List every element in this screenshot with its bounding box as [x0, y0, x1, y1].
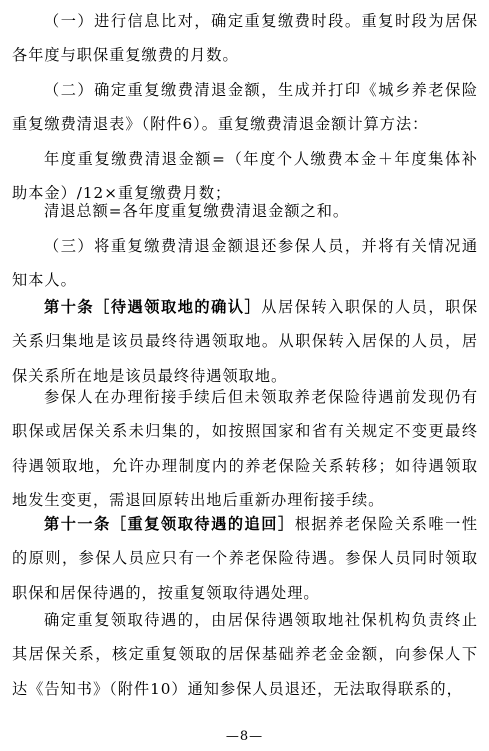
article-10-text: 从居保转入职保的人员，职保关系归集地是该员最终待遇领取地。从职保转入居保的人员，居保关系所在地是该员最终待遇领取地。 — [12, 298, 479, 385]
article-10 — [12, 290, 478, 393]
paragraph-7 — [12, 380, 478, 518]
paragraph-text: （二）确定重复缴费清退金额，生成并打印《城乡养老保险重复缴费清退表》（附件6）。重复缴费清退金额计算方法： — [12, 81, 478, 134]
article-10-heading: 第十条［待遇领取地的确认］ — [44, 298, 262, 316]
paragraph-5 — [12, 229, 478, 298]
article-11 — [12, 507, 478, 610]
paragraph-1 — [12, 4, 478, 73]
paragraph-text: 参保人在办理衔接手续后但未领取养老保险待遇前发现仍有职保或居保关系未归集的，如按照国家和省有关规定不变更最终待遇领取地，允许办理制度内的养老保险关系转移；如待遇领取地发生变更，需退回原转出地后重新办理衔接手续。 — [12, 388, 478, 510]
paragraph-4-formula — [12, 194, 478, 228]
paragraph-text: （三）将重复缴费清退金额退还参保人员，并将有关情况通知本人。 — [12, 237, 478, 290]
article-11-heading: 第十一条［重复领取待遇的追回］ — [44, 515, 295, 533]
paragraph-text: 清退总额=各年度重复缴费清退金额之和。 — [44, 202, 350, 220]
paragraph-text: 确定重复领取待遇的，由居保待遇领取地社保机构负责终止其居保关系，核定重复领取的居保基础养老金金额，向参保人下达《告知书》（附件10）通知参保人员退还，无法取得联系的， — [12, 611, 478, 698]
paragraph-text: 年度重复缴费清退金额=（年度个人缴费本金＋年度集体补助本金）/12×重复缴费月数； — [12, 150, 478, 203]
page-number: —8— — [225, 729, 264, 744]
paragraph-text: （一）进行信息比对，确定重复缴费时段。重复时段为居保各年度与职保重复缴费的月数。 — [12, 12, 478, 65]
article-11-text: 根据养老保险关系唯一性的原则，参保人员应只有一个养老保险待遇。参保人员同时领取职保和居保待遇的，按重复领取待遇处理。 — [12, 515, 479, 602]
paragraph-9 — [12, 603, 478, 706]
paragraph-2 — [12, 73, 478, 142]
